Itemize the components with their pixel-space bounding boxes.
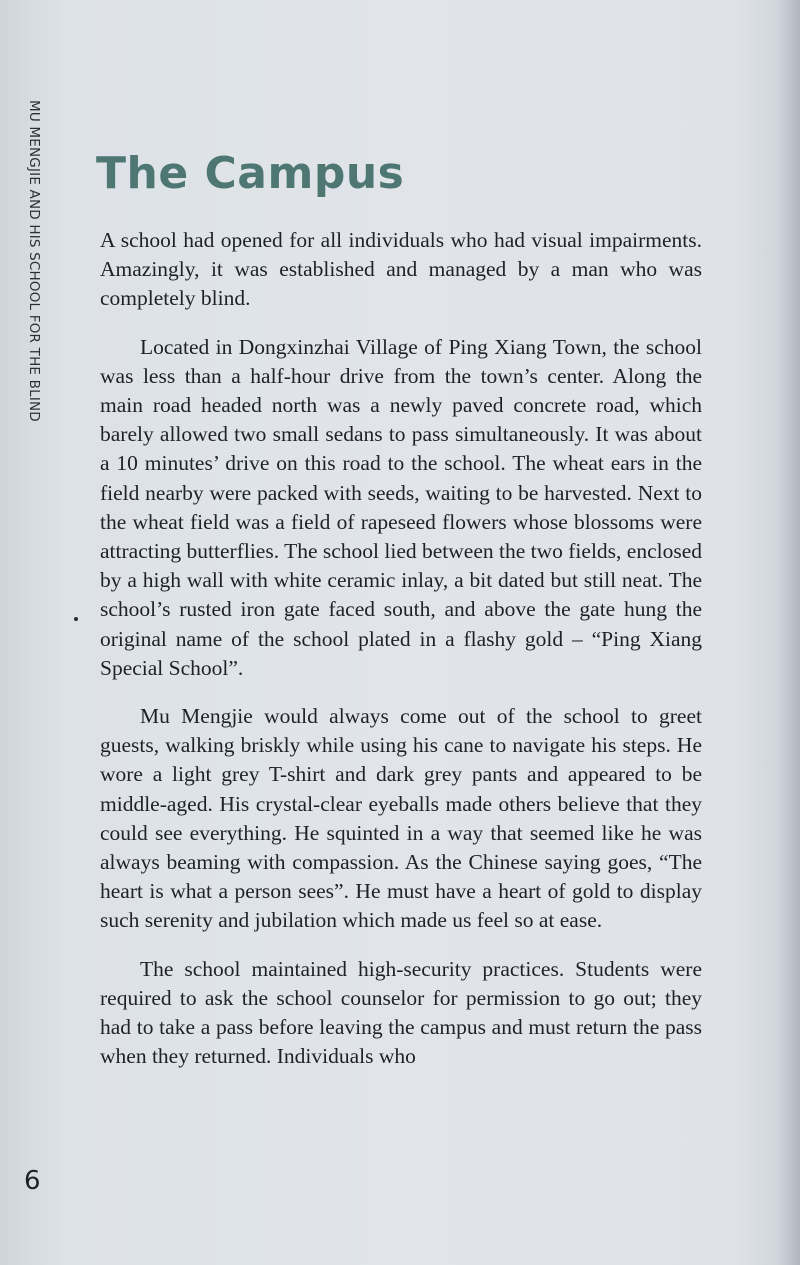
paragraph-3: Mu Mengjie would always come out of the school to greet guests, walking briskly while using his cane to navigate his steps. He wore a light grey T-shirt and dark grey pants and appeared to be middle-aged. His crystal-clear eyeballs made others believe that they could see everything. He squinted in a way that seemed like he was always beaming with compassion. As the Chinese saying goes, “The heart is what a person sees”. He must have a heart of gold to display such serenity and jubilation which made us feel so at ease. bbox=[100, 704, 702, 933]
page-number: 6 bbox=[24, 1166, 41, 1196]
margin-dot bbox=[74, 617, 78, 621]
paragraph-2: Located in Dongxinzhai Village of Ping Xiang Town, the school was less than a half-hour drive from the town’s center. Along the main road headed north was a newly paved concrete road, which barely allowed two small sedans to pass simultaneously. It was about a 10 minutes’ drive on this road to the school. The wheat ears in the field nearby were packed with seeds, waiting to be harvested. Next to the wheat field was a field of rapeseed flowers whose blossoms were attracting butterflies. The school lied between the two fields, enclosed by a high wall with white ceramic inlay, a bit dated but still neat. The school’s rusted iron gate faced south, and above the gate hung the original name of the school plated in a flashy gold – “Ping Xiang Special School”. bbox=[100, 334, 703, 680]
running-head: MU MENGJIE AND HIS SCHOOL FOR THE BLIND bbox=[26, 100, 42, 422]
body-text bbox=[100, 226, 702, 1090]
page-edge-shadow bbox=[778, 0, 800, 1265]
chapter-title: The Campus bbox=[96, 148, 405, 199]
paragraph-1: A school had opened for all individuals who had visual impairments. Amazingly, it was established and managed by a man who was completely blind. bbox=[100, 228, 702, 311]
paragraph-4: The school maintained high-security practices. Students were required to ask the school counselor for permission to go out; they had to take a pass before leaving the campus and must return the pass when they returned. Individuals who bbox=[100, 956, 702, 1069]
